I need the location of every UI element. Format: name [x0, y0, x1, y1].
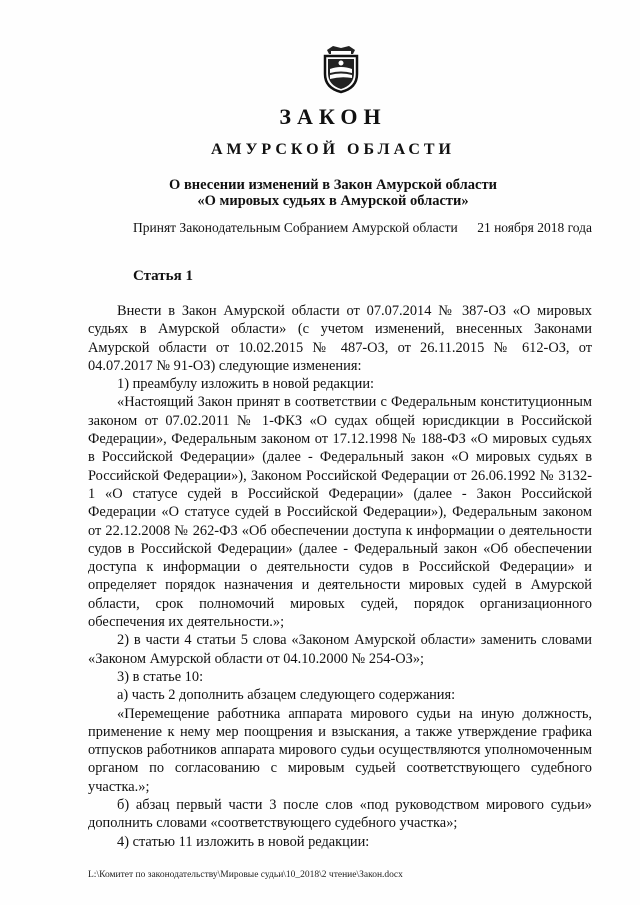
- body-paragraph: 3) в статье 10:: [117, 668, 204, 685]
- body-paragraph: Внести в Закон Амурской области от 07.07.2014 № 387-ОЗ «О мировых судьях в Амурской области» (с учетом изменений, внесенных Законами Амурской области от 10.02.2015 № 487-ОЗ, от 26.11.2015 № 612-ОЗ, от 04.07.2017 № 91-ОЗ) следующие изменения:: [88, 303, 592, 374]
- adopted-by-text: Принят Законодательным Собранием Амурской области: [133, 220, 458, 235]
- heading-line-1: О внесении изменений в Закон Амурской области: [169, 177, 497, 193]
- document-subtitle: АМУРСКОЙ ОБЛАСТИ: [211, 141, 455, 158]
- document-heading: [0, 177, 640, 209]
- body-paragraph: а) часть 2 дополнить абзацем следующего содержания:: [117, 687, 456, 704]
- article-title: Статья 1: [133, 268, 193, 284]
- file-path-footer: L:\Комитет по законодательству\Мировые судьи\10_2018\2 чтение\Закон.docx: [88, 870, 403, 880]
- heading-line-2: «О мировых судьях в Амурской области»: [197, 193, 469, 209]
- coat-of-arms-icon: [319, 42, 363, 94]
- document-title: ЗАКОН: [279, 104, 387, 129]
- adopted-date-text: 21 ноября 2018 года: [477, 220, 592, 235]
- body-paragraph: «Перемещение работника аппарата мирового судьи на иную должность, применение к нему мер поощрения и взыскания, а также утверждение графика отпусков работников аппарата мирового судьи осуществляются уполномоченным органом по согласованию с мировым судьей соответствующего судебного участка.»;: [88, 705, 592, 795]
- document-body: [88, 302, 592, 851]
- body-paragraph: 2) в части 4 статьи 5 слова «Законом Амурской области» заменить словами «Законом Амурской области от 04.10.2000 № 254-ОЗ»;: [88, 632, 592, 667]
- body-paragraph: 4) статью 11 изложить в новой редакции:: [117, 833, 370, 850]
- body-paragraph: б) абзац первый части 3 после слов «под руководством мирового судьи» дополнить словами «соответствующего судебного участка»;: [88, 797, 592, 832]
- body-paragraph: 1) преамбулу изложить в новой редакции:: [117, 376, 375, 393]
- body-paragraph: «Настоящий Закон принят в соответствии с Федеральным конституционным законом от 07.02.2011 № 1-ФКЗ «О судах общей юрисдикции в Российской Федерации», Федеральным законом от 17.12.1998 № 188-ФЗ «О мировых судьях в Российской Федерации» (далее - Федеральный закон «О мировых судьях в Российской Федерации»), Законом Российской Федерации от 26.06.1992 № 3132-1 «О статусе судей в Российской Федерации» (далее - Закон Российской Федерации «О статусе судей в Российской Федерации»), Федеральным законом от 22.12.2008 № 262-ФЗ «Об обеспечении доступа к информации о деятельности судов в Российской Федерации» (далее - Федеральный закон «Об обеспечении доступа к информации о деятельности судов в Российской Федерации» и определяет порядок назначения и деятельности мировых судей в Амурской области, срок полномочий мировых судей, порядок организационного обеспечения их деятельности.»;: [88, 394, 592, 631]
